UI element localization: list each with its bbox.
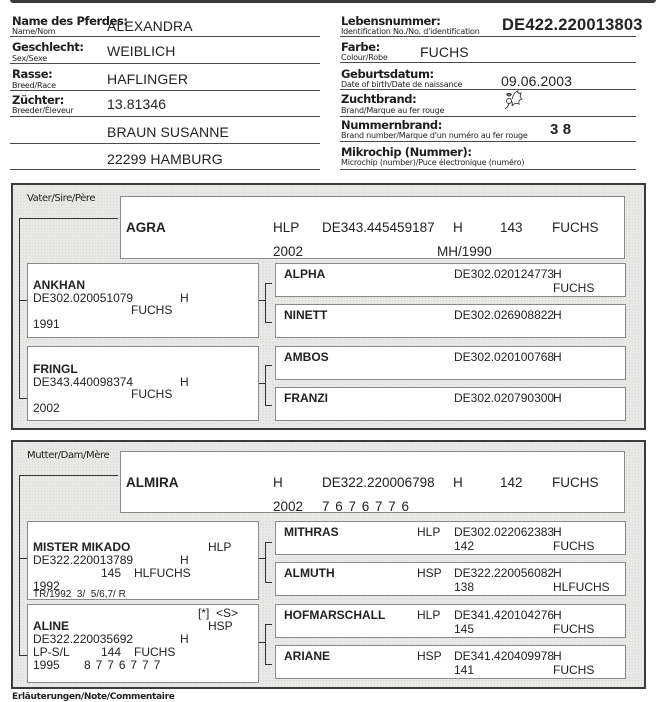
horse-note: TR/1992 3/ 5/6,7/ R: [33, 589, 126, 600]
field-label: Rasse:: [12, 67, 53, 81]
horse-height: 142: [454, 539, 475, 553]
horse-color: FUCHS: [131, 303, 173, 317]
field-label: Geburtsdatum:: [341, 67, 434, 81]
horse-color: FUCHS: [553, 622, 595, 636]
ancestor-box[interactable]: [275, 346, 626, 380]
connector-line: [19, 218, 20, 398]
sire-breed-code: HLP: [273, 220, 300, 235]
horse-height: 141: [454, 663, 475, 677]
sire-box[interactable]: [120, 196, 625, 259]
horse-color: HLFUCHS: [134, 566, 191, 580]
horse-height: 138: [454, 580, 475, 594]
field-sublabel: Microchip (number)/Puce électronique (numéro): [341, 158, 525, 167]
horse-name: NINETT: [284, 308, 328, 322]
sire-section-title: Vater/Sire/Père: [27, 193, 96, 204]
horse-breed-code: HLP: [417, 608, 441, 622]
field-label: Mikrochip (Nummer):: [341, 145, 472, 159]
horse-scores: 8 7 7 6 7 7 7: [84, 658, 162, 672]
field-value: BRAUN SUSANNE: [107, 124, 229, 140]
field-value: 3 8: [550, 121, 572, 138]
sire-height: 143: [500, 220, 523, 235]
dam-year: 2002: [273, 499, 304, 514]
horse-color: FUCHS: [134, 645, 176, 659]
horse-sex: H: [553, 649, 562, 663]
field-sublabel: Brand number/Marque d'un numéro au fer rouge: [341, 131, 528, 140]
notes-label: Erläuterungen/Note/Commentaire: [12, 692, 175, 702]
ancestor-box[interactable]: [275, 562, 626, 596]
field-breeder-name: [10, 118, 320, 144]
connector-line: [265, 365, 266, 405]
dam-height: 142: [500, 475, 523, 490]
edelweiss-brand-icon: [502, 89, 526, 113]
dam-breed-code: H: [273, 475, 283, 490]
horse-id: DE302.020051079: [33, 291, 134, 305]
sire-dam-box[interactable]: [27, 346, 259, 421]
horse-marks: [*] <S>: [198, 606, 239, 620]
field-sublabel: Brand/Marque au fer rouge: [341, 106, 445, 115]
horse-sex: H: [180, 632, 189, 646]
horse-name: ALMUTH: [284, 566, 335, 580]
sire-extra: MH/1990: [437, 244, 492, 259]
horse-name: FRINGL: [33, 362, 78, 376]
horse-name: FRANZI: [284, 391, 328, 405]
field-label: Züchter:: [12, 93, 64, 107]
field-value: DE422.220013803: [502, 16, 643, 34]
horse-sex: H: [553, 308, 562, 322]
field-label: Lebensnummer:: [341, 14, 441, 28]
dam-sex: H: [453, 475, 463, 490]
horse-name: ALINE: [33, 619, 69, 633]
field-value: FUCHS: [420, 44, 469, 60]
field-breeder-address: [10, 145, 320, 170]
sire-color: FUCHS: [552, 220, 599, 235]
ancestor-box[interactable]: [275, 387, 626, 421]
dam-sire-box[interactable]: [27, 521, 259, 600]
horse-id: DE302.020790300: [454, 391, 555, 405]
horse-color: FUCHS: [553, 539, 595, 553]
horse-sex: H: [180, 375, 189, 389]
field-value: 22299 HAMBURG: [107, 151, 223, 167]
field-sublabel: Breeder/Éleveur: [12, 106, 74, 115]
horse-id: DE302.020100768: [454, 350, 555, 364]
dam-id: DE322.220006798: [322, 475, 435, 490]
connector-line: [19, 218, 118, 219]
field-sublabel: Sex/Sexe: [12, 54, 47, 63]
connector-line: [265, 283, 266, 322]
horse-color: FUCHS: [553, 663, 595, 677]
dam-pedigree-panel: [11, 440, 646, 689]
dam-section-title: Mutter/Dam/Mère: [27, 450, 110, 461]
ancestor-box[interactable]: [275, 521, 626, 555]
horse-sex: H: [553, 608, 562, 622]
sire-id: DE343.445459187: [322, 220, 435, 235]
horse-color: FUCHS: [553, 281, 595, 295]
connector-line: [265, 322, 272, 323]
horse-sex: H: [553, 391, 562, 405]
horse-id: DE322.220056082: [454, 566, 555, 580]
field-breed: [10, 65, 320, 91]
connector-line: [265, 283, 272, 284]
connector-line: [265, 542, 272, 543]
horse-sex: H: [180, 553, 189, 567]
horse-id: DE302.020124773: [454, 267, 555, 281]
horse-name: HOFMARSCHALL: [284, 608, 386, 622]
field-breed-brand: [340, 91, 636, 117]
connector-line: [265, 624, 266, 664]
horse-height: 144: [101, 645, 122, 659]
horse-year: 2002: [33, 401, 60, 415]
horse-sex: H: [553, 350, 562, 364]
ancestor-box[interactable]: [275, 304, 626, 338]
connector-line: [265, 405, 272, 406]
connector-line: [19, 475, 20, 655]
field-horse-name: [10, 14, 320, 37]
horse-breed-code: HSP: [417, 566, 442, 580]
field-label: Farbe:: [341, 40, 380, 54]
horse-name: MITHRAS: [284, 525, 339, 539]
connector-line: [19, 300, 27, 301]
horse-name: ARIANE: [284, 649, 331, 663]
field-sublabel: Identification No./No. d'identification: [341, 27, 480, 36]
horse-year: 1992: [33, 579, 60, 593]
horse-breed-code: HLP: [417, 525, 441, 539]
connector-line: [265, 664, 272, 665]
field-value: 09.06.2003: [501, 73, 573, 89]
horse-sex: H: [553, 525, 562, 539]
field-colour: [340, 38, 636, 63]
field-microchip: [340, 143, 636, 170]
horse-id: DE343.440098374: [33, 375, 134, 389]
horse-id: DE341.420409978: [454, 649, 555, 663]
horse-name: ANKHAN: [33, 278, 85, 292]
connector-line: [19, 558, 27, 559]
horse-year: 1995: [33, 658, 60, 672]
sire-year: 2002: [273, 244, 304, 259]
dam-name: ALMIRA: [126, 475, 179, 490]
horse-sex: H: [553, 267, 562, 281]
sire-sire-box[interactable]: [27, 263, 259, 338]
field-label: Name des Pferdes:: [12, 14, 128, 28]
horse-name: AMBOS: [284, 350, 329, 364]
connector-line: [265, 624, 272, 625]
dam-scores: 7 6 7 6 7 7 6: [322, 499, 411, 514]
dam-dam-box[interactable]: [27, 604, 259, 683]
horse-color: FUCHS: [131, 387, 173, 401]
horse-year: 1991: [33, 317, 60, 331]
field-life-number: [340, 14, 643, 37]
sire-pedigree-panel: [11, 183, 646, 430]
field-value: HAFLINGER: [107, 71, 189, 87]
connector-line: [265, 365, 272, 366]
horse-sex: H: [553, 566, 562, 580]
ancestor-box[interactable]: [275, 604, 626, 638]
header-top-rule: [10, 0, 656, 3]
horse-id: DE322.220035692: [33, 632, 134, 646]
horse-breed-code: HLP: [208, 540, 232, 554]
field-number-brand: [340, 118, 636, 142]
horse-name: ALPHA: [284, 267, 326, 281]
connector-line: [19, 475, 118, 476]
ancestor-box[interactable]: [275, 263, 626, 297]
field-sublabel: Date of birth/Date de naissance: [341, 80, 463, 89]
sire-name: AGRA: [126, 220, 166, 235]
dam-box[interactable]: [120, 451, 625, 513]
horse-height: 145: [101, 566, 122, 580]
connector-line: [265, 542, 266, 582]
field-label: Nummernbrand:: [341, 118, 442, 132]
horse-color: HLFUCHS: [553, 580, 610, 594]
horse-performance: LP-S/L: [33, 645, 70, 659]
field-label: Zuchtbrand:: [341, 92, 417, 106]
field-value: 13.81346: [107, 96, 167, 112]
connector-line: [19, 398, 27, 399]
horse-id: DE302.022062383: [454, 525, 555, 539]
horse-name: MISTER MIKADO: [33, 540, 131, 554]
horse-breed-code: HSP: [208, 619, 233, 633]
connector-line: [265, 582, 272, 583]
horse-id: DE322.220013789: [33, 553, 134, 567]
field-value: ALEXANDRA: [107, 18, 193, 34]
horse-height: 145: [454, 622, 475, 636]
field-label: Geschlecht:: [12, 40, 84, 54]
sire-sex: H: [453, 220, 463, 235]
field-sex: [10, 38, 320, 64]
dam-color: FUCHS: [552, 475, 599, 490]
field-date-of-birth: [340, 64, 636, 90]
horse-id: DE341.420104276: [454, 608, 555, 622]
horse-sex: H: [180, 291, 189, 305]
ancestor-box[interactable]: [275, 645, 626, 679]
field-sublabel: Colour/Robe: [341, 53, 388, 62]
horse-breed-code: HSP: [417, 649, 442, 663]
field-breeder: [10, 92, 320, 117]
field-value: WEIBLICH: [107, 43, 176, 59]
field-sublabel: Name/Nom: [12, 27, 56, 36]
horse-id: DE302.026908822: [454, 308, 555, 322]
field-sublabel: Breed/Race: [12, 81, 56, 90]
connector-line: [19, 655, 27, 656]
